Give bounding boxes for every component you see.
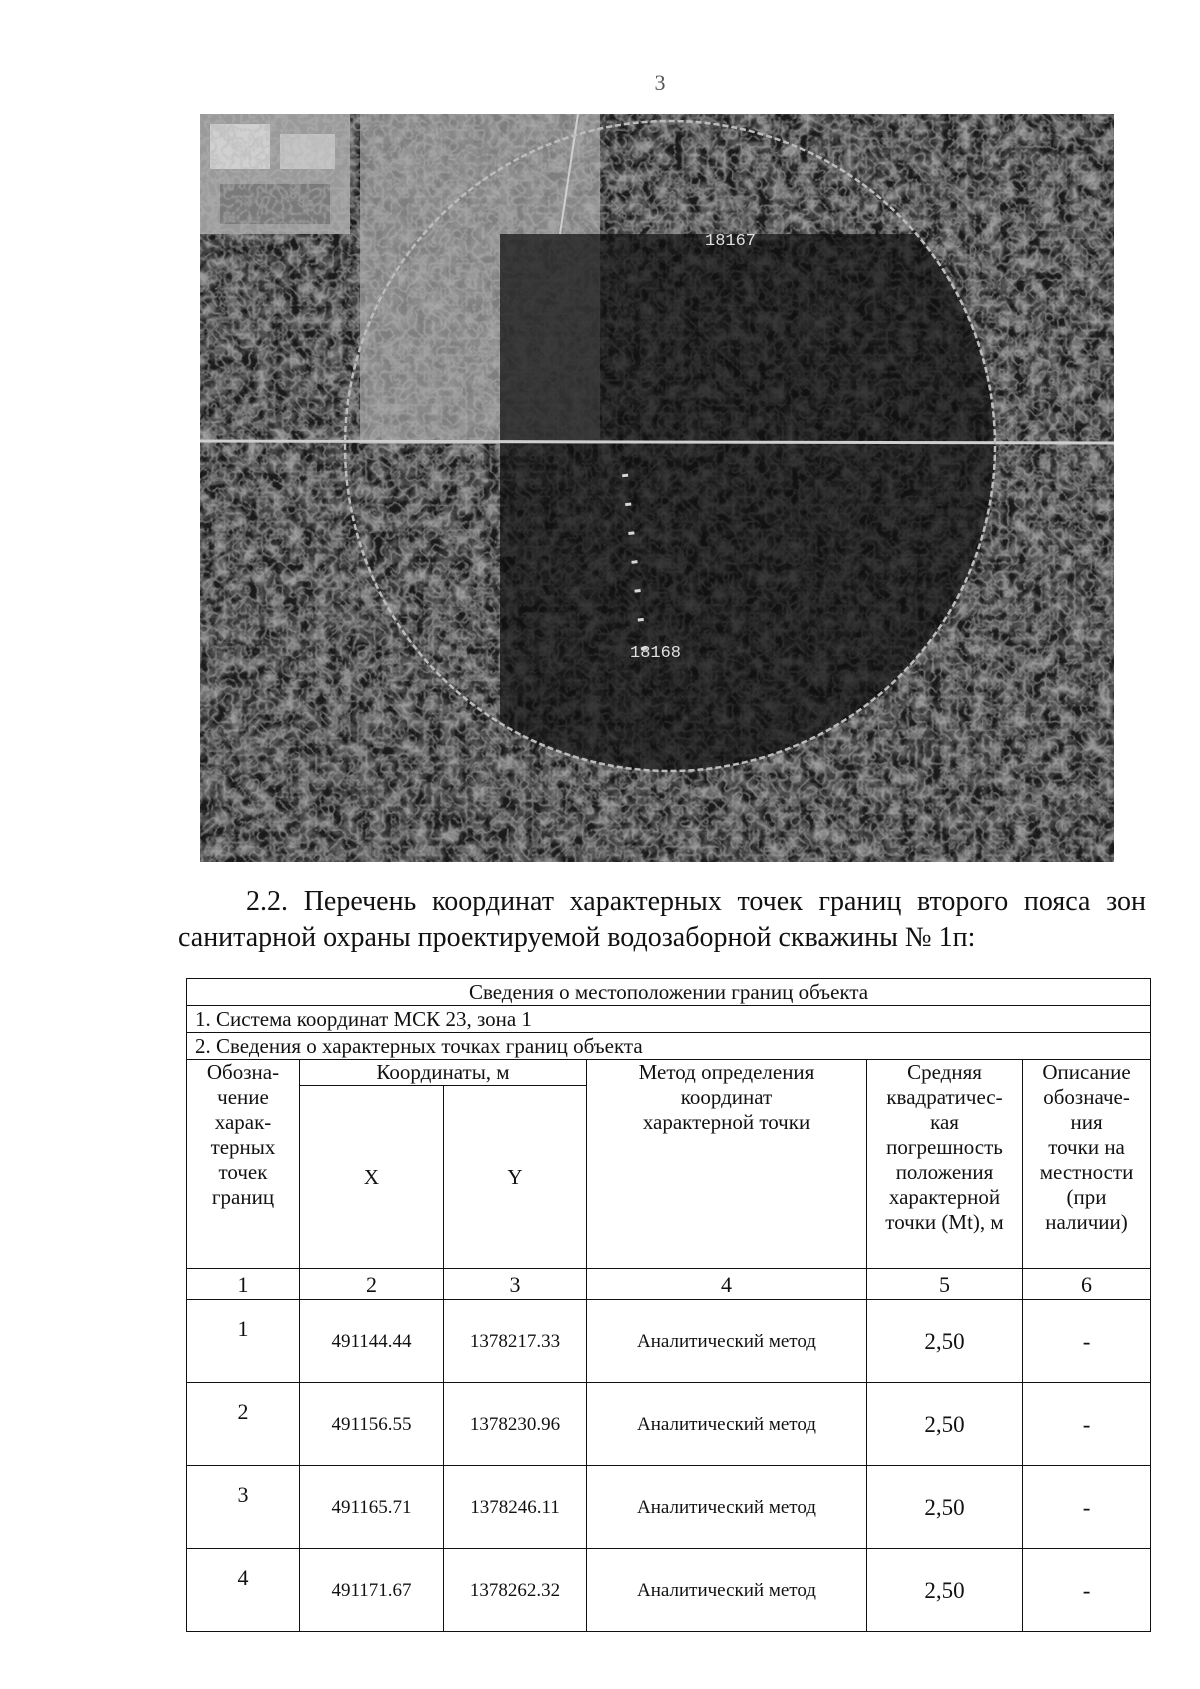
- mean-error: 2,50: [867, 1383, 1023, 1466]
- y-coordinate: 1378230.96: [444, 1383, 587, 1466]
- column-number: 2: [300, 1269, 444, 1300]
- points-info-row: 2. Сведения о характерных точках границ объекта: [187, 1033, 1151, 1060]
- map-label-18168: 18168: [630, 644, 682, 663]
- column-number: 3: [444, 1269, 587, 1300]
- coordinate-system-row: 1. Система координат МСК 23, зона 1: [187, 1006, 1151, 1033]
- mean-error: 2,50: [867, 1466, 1023, 1549]
- x-coordinate: 491165.71: [300, 1466, 444, 1549]
- method: Аналитический метод: [587, 1466, 867, 1549]
- y-coordinate: 1378217.33: [444, 1300, 587, 1383]
- description: -: [1023, 1466, 1151, 1549]
- point-number: 1: [187, 1300, 300, 1383]
- map-label-18167: 18167: [705, 232, 757, 251]
- heading-line-1: 2.2. Перечень координат характерных точек границ второго пояса зон: [246, 886, 1146, 917]
- map-image: [200, 114, 1114, 862]
- y-coordinate: 1378262.32: [444, 1549, 587, 1632]
- table-row: [187, 1549, 1151, 1632]
- column-number: 6: [1023, 1269, 1151, 1300]
- point-number: 4: [187, 1549, 300, 1632]
- header-mean-error: Средняя квадратичес- кая погрешность положения характерной точки (Mt), м: [867, 1060, 1023, 1269]
- method: Аналитический метод: [587, 1383, 867, 1466]
- header-description: Описание обозначе- ния точки на местности (при наличии): [1023, 1060, 1151, 1269]
- coordinates-table: [186, 978, 1151, 1632]
- heading-line-2: санитарной охраны проектируемой водозаборной скважины № 1п:: [178, 922, 976, 953]
- header-method: Метод определения координат характерной точки: [587, 1060, 867, 1269]
- column-number: 1: [187, 1269, 300, 1300]
- header-y: Y: [444, 1086, 587, 1269]
- x-coordinate: 491144.44: [300, 1300, 444, 1383]
- y-coordinate: 1378246.11: [444, 1466, 587, 1549]
- table-row: [187, 1300, 1151, 1383]
- method: Аналитический метод: [587, 1549, 867, 1632]
- column-number: 5: [867, 1269, 1023, 1300]
- description: -: [1023, 1383, 1151, 1466]
- table-row: [187, 1466, 1151, 1549]
- x-coordinate: 491156.55: [300, 1383, 444, 1466]
- point-number: 3: [187, 1466, 300, 1549]
- mean-error: 2,50: [867, 1300, 1023, 1383]
- description: -: [1023, 1300, 1151, 1383]
- table-title: Сведения о местоположении границ объекта: [187, 979, 1151, 1006]
- page-number: 3: [654, 70, 666, 95]
- table-row: [187, 1383, 1151, 1466]
- mean-error: 2,50: [867, 1549, 1023, 1632]
- header-designation: Обозна- чение харак- терных точек границ: [187, 1060, 300, 1269]
- point-number: 2: [187, 1383, 300, 1466]
- method: Аналитический метод: [587, 1300, 867, 1383]
- header-coordinates: Координаты, м: [300, 1060, 587, 1086]
- description: -: [1023, 1549, 1151, 1632]
- header-x: X: [300, 1086, 444, 1269]
- section-heading: [178, 884, 1146, 956]
- column-number: 4: [587, 1269, 867, 1300]
- x-coordinate: 491171.67: [300, 1549, 444, 1632]
